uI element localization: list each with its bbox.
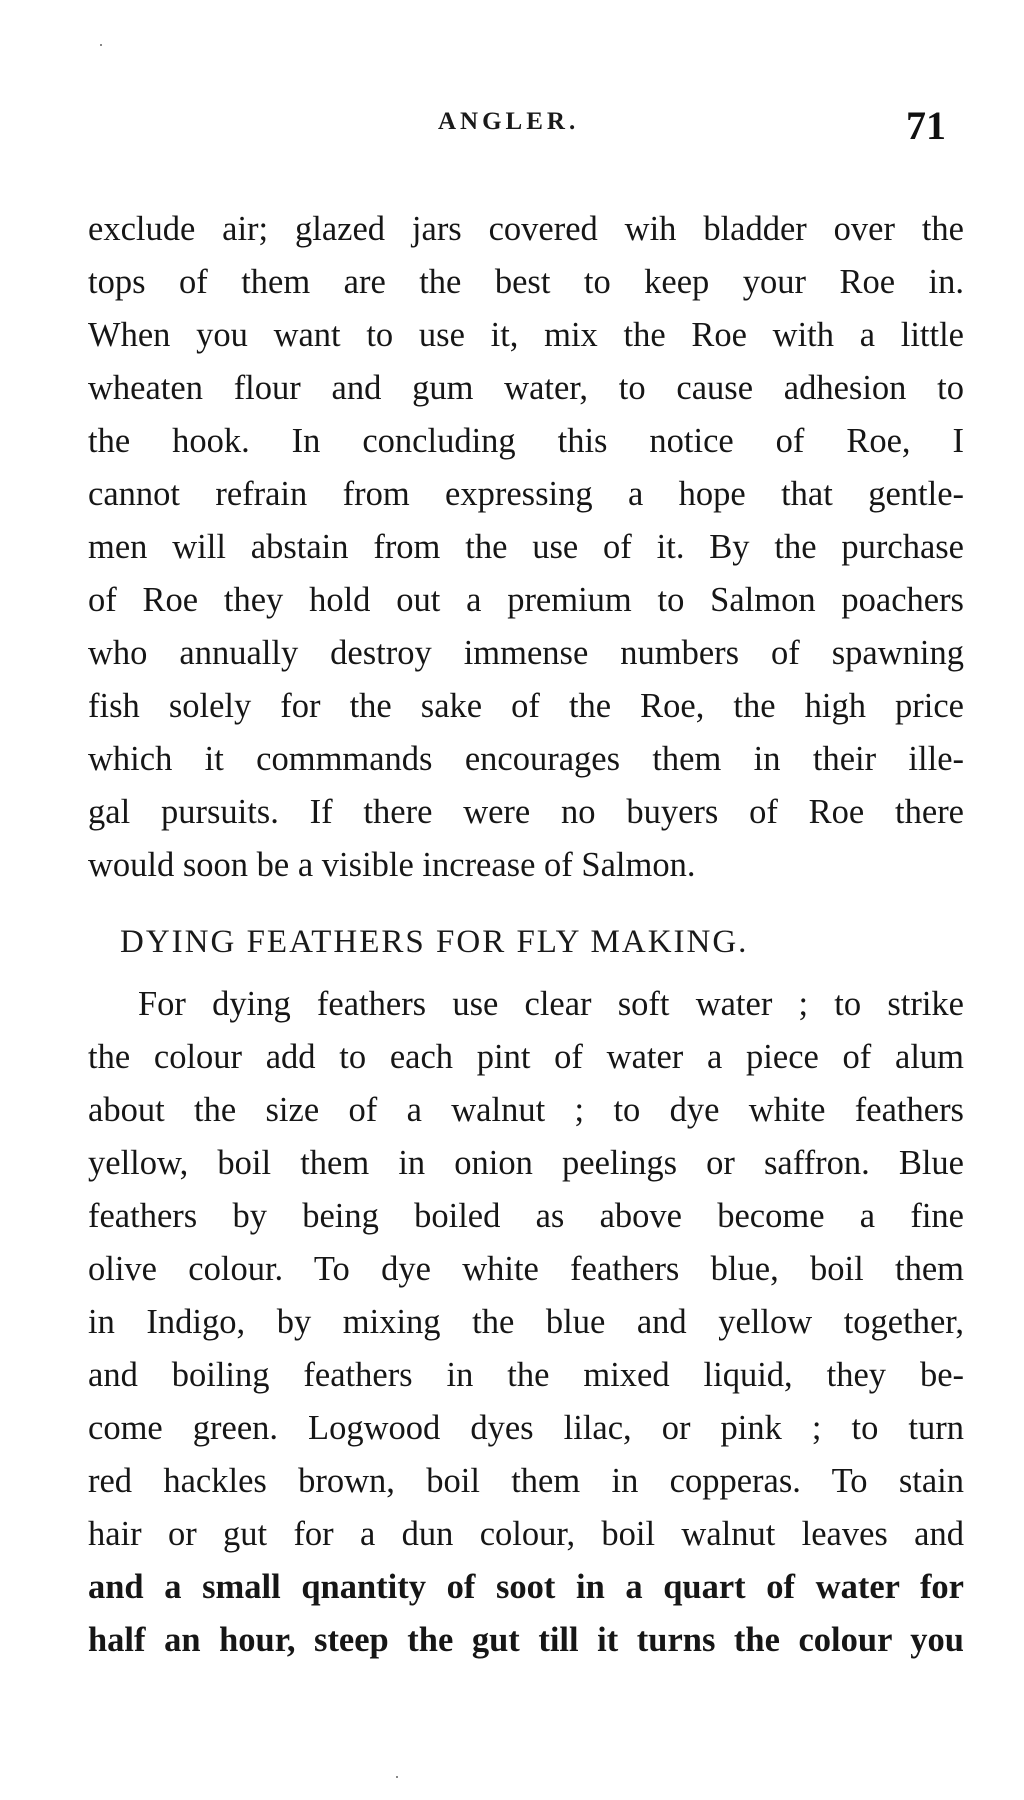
text-line: which it commmands encourages them in their ille- (88, 740, 964, 778)
text-line: half an hour, steep the gut till it turns the colour you (88, 1621, 964, 1659)
text-line: feathers by being boiled as above become a fine (88, 1197, 964, 1235)
page-number: 71 (906, 103, 946, 148)
text-line: red hackles brown, boil them in copperas. To stain (88, 1462, 964, 1500)
text-line: about the size of a walnut ; to dye white feathers (88, 1091, 964, 1129)
paper-speck (100, 44, 102, 46)
text-line: the hook. In concluding this notice of Roe, I (88, 422, 964, 460)
running-title: ANGLER. (438, 108, 580, 135)
paragraph-dying-feathers (88, 978, 964, 1667)
section-heading: DYING FEATHERS FOR FLY MAKING. (120, 924, 749, 960)
text-line: and boiling feathers in the mixed liquid, they be- (88, 1356, 964, 1394)
text-line: gal pursuits. If there were no buyers of Roe there (88, 793, 964, 831)
text-line: the colour add to each pint of water a piece of alum (88, 1038, 964, 1076)
text-line: come green. Logwood dyes lilac, or pink ; to turn (88, 1409, 964, 1447)
text-line: and a small qnantity of soot in a quart of water for (88, 1568, 964, 1606)
text-line: exclude air; glazed jars covered wih bladder over the (88, 210, 964, 248)
text-line: men will abstain from the use of it. By the purchase (88, 528, 964, 566)
text-line: fish solely for the sake of the Roe, the high price (88, 687, 964, 725)
text-line: hair or gut for a dun colour, boil walnut leaves and (88, 1515, 964, 1553)
text-line: yellow, boil them in onion peelings or saffron. Blue (88, 1144, 964, 1182)
text-line: When you want to use it, mix the Roe with a little (88, 316, 964, 354)
running-head (0, 102, 1024, 146)
text-line: of Roe they hold out a premium to Salmon poachers (88, 581, 964, 619)
text-line: in Indigo, by mixing the blue and yellow together, (88, 1303, 964, 1341)
paper-speck (396, 1776, 398, 1778)
paragraph-roe (88, 203, 964, 892)
text-line: For dying feathers use clear soft water ; to strike (138, 985, 964, 1023)
text-line: who annually destroy immense numbers of spawning (88, 634, 964, 672)
text-line: tops of them are the best to keep your Roe in. (88, 263, 964, 301)
text-line: cannot refrain from expressing a hope that gentle- (88, 475, 964, 513)
text-line: wheaten flour and gum water, to cause adhesion to (88, 369, 964, 407)
text-line: would soon be a visible increase of Salmon. (88, 846, 696, 884)
text-line: olive colour. To dye white feathers blue, boil them (88, 1250, 964, 1288)
